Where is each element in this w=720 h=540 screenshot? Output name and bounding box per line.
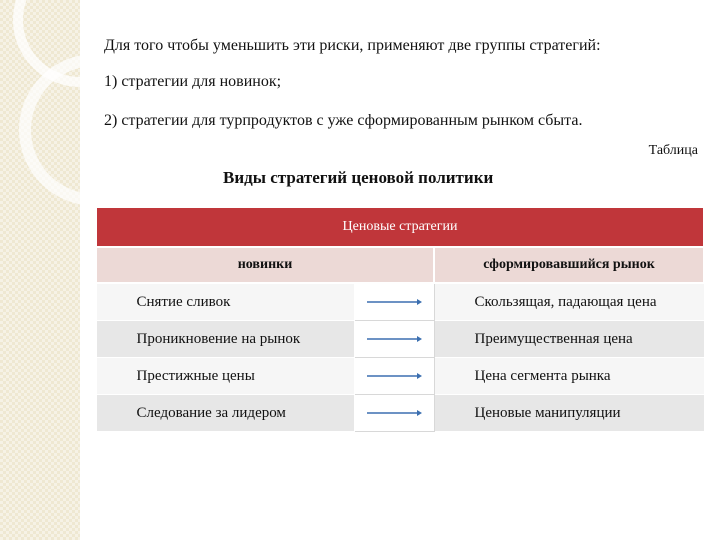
decorative-circles [0, 0, 80, 540]
strategy-established-cell: Скользящая, падающая цена [434, 283, 704, 321]
table-subheader-row [96, 247, 704, 283]
strategy-new-cell: Проникновение на рынок [96, 321, 354, 358]
column-header-established: сформировавшийся рынок [434, 247, 704, 283]
strategy-new-cell: Престижные цены [96, 358, 354, 395]
strategy-established-cell: Цена сегмента рынка [434, 358, 704, 395]
list-item-established-market: 2) стратегии для турпродуктов с уже сформированным рынком сбыта. [104, 112, 583, 129]
list-item-new-products: 1) стратегии для новинок; [104, 73, 282, 90]
strategy-established-cell: Ценовые манипуляции [434, 395, 704, 432]
arrow-right-icon [354, 395, 434, 432]
table-row [96, 321, 704, 358]
strategy-established-cell: Преимущественная цена [434, 321, 704, 358]
arrow-right-icon [354, 283, 434, 321]
table-row [96, 395, 704, 432]
pricing-strategies-table [95, 206, 705, 432]
table-header-cell: Ценовые стратегии [96, 207, 704, 247]
strategy-new-cell: Снятие сливок [96, 283, 354, 321]
intro-paragraph: Для того чтобы уменьшить эти риски, применяют две группы стратегий: [104, 37, 601, 54]
table-row [96, 283, 704, 321]
arrow-right-icon [354, 321, 434, 358]
column-header-new: новинки [96, 247, 434, 283]
strategy-new-cell: Следование за лидером [96, 395, 354, 432]
table-header-row [96, 207, 704, 247]
table-caption: Таблица [648, 143, 698, 158]
arrow-right-icon [354, 358, 434, 395]
table-row [96, 358, 704, 395]
decorative-side-strip [0, 0, 80, 540]
table-title: Виды стратегий ценовой политики [223, 168, 494, 187]
